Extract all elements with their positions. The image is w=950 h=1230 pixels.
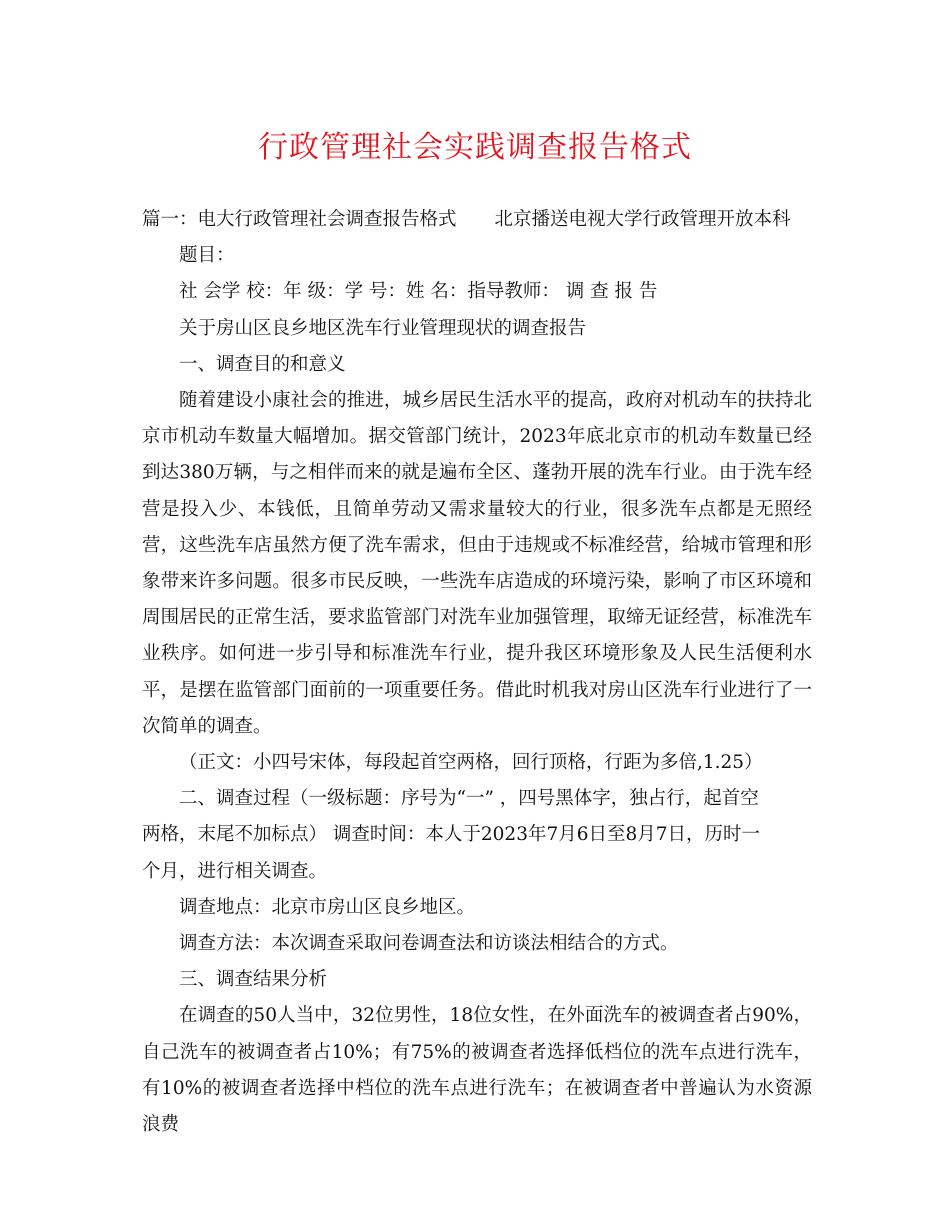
survey-method: 调查方法：本次调查采取问卷调查法和访谈法相结合的方式。: [179, 933, 679, 955]
topic-label: 题目：: [179, 245, 235, 267]
info-fields: 社 会学 校：年 级：学 号：姓 名：指导教师： 调 查 报 告: [179, 281, 658, 303]
paragraph-1: 随着建设小康社会的推进，城乡居民生活水平的提高，政府对机动车的扶持北京市机动车数量大幅增加。据交管部门统计，2023年底北京市的机动车数量已经到达380万辆，与之相伴而来的就是遍布全区、蓬勃开展的洗车行业。由于洗车经营是投入少、本钱低，且简单劳动又需求量较大的行业，很多洗车点都是无照经营，这些洗车店虽然方便了洗车需求，但由于违规或不标准经营，给城市管理和形象带来许多问题。很多市民反映，一些洗车店造成的环境污染，影响了市区环境和周围居民的正常生活，要求监管部门对洗车业加强管理，取缔无证经营，标准洗车业秩序。如何进一步引导和标准洗车行业，提升我区环境形象及人民生活便利水平，是摆在监管部门面前的一项重要任务。借此时机我对房山区洗车行业进行了一次简单的调查。: [142, 390, 812, 737]
section-1-heading: 一、调查目的和意义: [179, 353, 346, 375]
paragraph-3: 在调查的50人当中，32位男性，18位女性，在外面洗车的被调查者占90%，自己洗车的被调查者占10%；有75%的被调查者选择低档位的洗车点进行洗车，有10%的被调查者选择中档位的洗车点进行洗车；在被调查者中普遍认为水资源浪费: [142, 1005, 812, 1136]
source-right: 北京播送电视大学行政管理开放本科: [494, 209, 791, 230]
section-3-heading: 三、调查结果分析: [179, 969, 328, 991]
source-left: 篇一：电大行政管理社会调查报告格式: [142, 209, 457, 230]
document-body: [142, 202, 812, 1143]
source-line: [142, 202, 812, 238]
survey-place: 调查地点：北京市房山区良乡地区。: [179, 896, 476, 918]
document-title: 行政管理社会实践调查报告格式: [258, 130, 692, 165]
section-2-heading: 二、调查过程（一级标题：序号为“一” ，四号黑体字，独占行，起首空两格，末尾不加标点） 调查时间：本人于2023年7月6日至8月7日，历时一个月，进行相关调查。: [142, 788, 761, 882]
format-note: （正文：小四号宋体，每段起首空两格，回行顶格，行距为多倍,1.25）: [179, 752, 763, 774]
report-title: 关于房山区良乡地区洗车行业管理现状的调查报告: [179, 317, 587, 339]
